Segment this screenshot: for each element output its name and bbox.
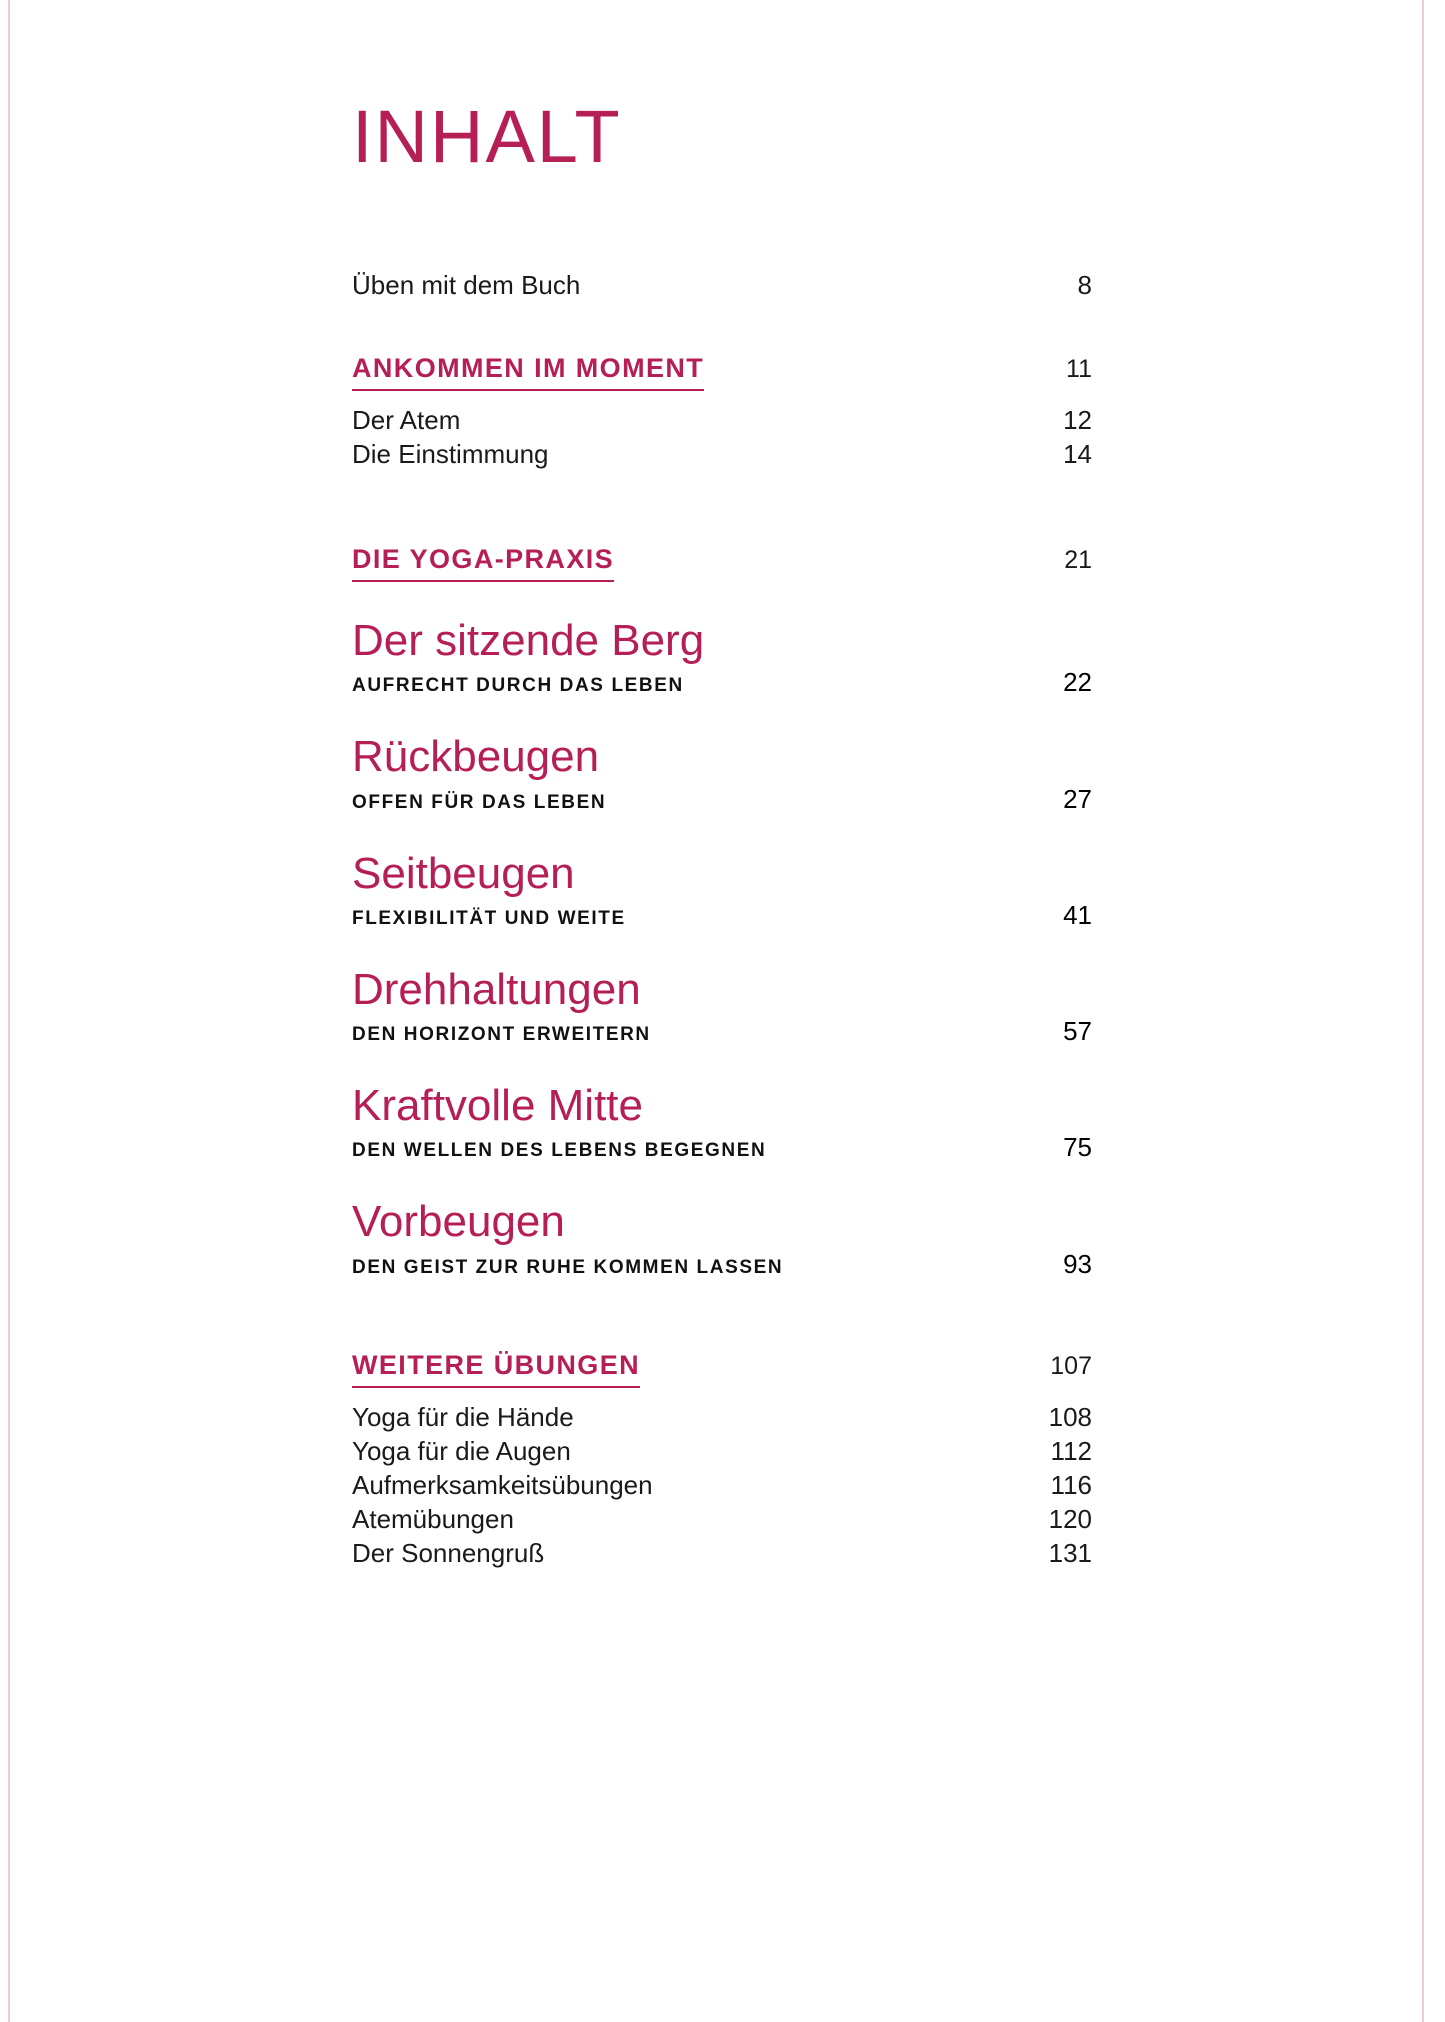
toc-chapter-kraftvolle-mitte[interactable]	[352, 1081, 1092, 1163]
toc-section-ankommen-im-moment	[352, 353, 1092, 470]
chapter-subtitle-row	[352, 1016, 1092, 1047]
list-item[interactable]	[352, 1402, 1092, 1433]
list-item[interactable]	[352, 405, 1092, 436]
toc-section-heading[interactable]	[352, 1350, 1092, 1388]
chapter-subtitle: DEN HORIZONT ERWEITERN	[352, 1024, 651, 1046]
chapter-subtitle: OFFEN FÜR DAS LEBEN	[352, 791, 607, 813]
toc-section-label: DIE YOGA-PRAXIS	[352, 544, 614, 582]
toc-chapter-seitbeugen[interactable]	[352, 849, 1092, 931]
chapter-subtitle: AUFRECHT DURCH DAS LEBEN	[352, 675, 684, 697]
chapter-subtitle-row	[352, 1249, 1092, 1280]
toc-section-items	[352, 405, 1092, 470]
toc-section-die-yoga-praxis	[352, 544, 1092, 1280]
chapter-subtitle: FLEXIBILITÄT UND WEITE	[352, 907, 626, 929]
toc-section-label: ANKOMMEN IM MOMENT	[352, 353, 704, 391]
chapter-page: 57	[1063, 1016, 1092, 1047]
chapter-title: Vorbeugen	[352, 1197, 565, 1247]
toc-item-page: 120	[1048, 1503, 1092, 1534]
chapter-title: Kraftvolle Mitte	[352, 1081, 643, 1131]
toc-chapter-der-sitzende-berg[interactable]	[352, 616, 1092, 698]
chapter-subtitle-row	[352, 784, 1092, 815]
chapter-page: 22	[1063, 667, 1092, 698]
chapter-title: Drehhaltungen	[352, 964, 641, 1014]
chapter-subtitle-row	[352, 1132, 1092, 1163]
list-item[interactable]	[352, 1538, 1092, 1569]
toc-item-page: 112	[1050, 1435, 1092, 1466]
list-item[interactable]	[352, 1436, 1092, 1467]
toc-item-page: 116	[1050, 1469, 1092, 1500]
toc-item-label: Aufmerksamkeitsübungen	[352, 1469, 653, 1500]
toc-section-items	[352, 1402, 1092, 1569]
list-item[interactable]	[352, 439, 1092, 470]
table-of-contents	[352, 270, 1092, 1569]
toc-section-heading[interactable]	[352, 353, 1092, 391]
chapter-subtitle-row	[352, 667, 1092, 698]
toc-item-page: 108	[1048, 1401, 1092, 1432]
toc-item-label: Atemübungen	[352, 1503, 514, 1534]
chapter-page: 27	[1063, 783, 1092, 814]
chapter-title: Seitbeugen	[352, 848, 575, 898]
page-title: INHALT	[352, 95, 622, 178]
toc-item-page: 12	[1063, 405, 1092, 435]
chapter-subtitle-row	[352, 900, 1092, 931]
toc-entry-label: Üben mit dem Buch	[352, 270, 581, 300]
chapter-title: Rückbeugen	[352, 732, 600, 782]
toc-entry-page: 8	[1077, 270, 1092, 300]
toc-item-page: 131	[1048, 1537, 1092, 1568]
toc-section-label: WEITERE ÜBUNGEN	[352, 1350, 640, 1388]
list-item[interactable]	[352, 1470, 1092, 1501]
toc-section-page: 21	[1064, 546, 1092, 574]
toc-item-label: Der Atem	[352, 405, 461, 435]
toc-item-label: Yoga für die Hände	[352, 1401, 574, 1432]
right-edge-rule	[1422, 0, 1424, 2022]
toc-item-label: Die Einstimmung	[352, 439, 549, 469]
list-item[interactable]	[352, 1504, 1092, 1535]
toc-section-page: 107	[1050, 1351, 1092, 1380]
toc-section-weitere-uebungen	[352, 1350, 1092, 1569]
chapter-page: 93	[1063, 1248, 1092, 1279]
toc-section-heading[interactable]	[352, 544, 1092, 582]
toc-item-label: Der Sonnengruß	[352, 1537, 545, 1568]
chapter-title: Der sitzende Berg	[352, 616, 705, 665]
toc-entry-intro[interactable]	[352, 270, 1092, 301]
chapter-page: 75	[1063, 1132, 1092, 1163]
chapter-subtitle: DEN WELLEN DES LEBENS BEGEGNEN	[352, 1140, 767, 1162]
chapter-page: 41	[1063, 899, 1092, 930]
chapter-subtitle: DEN GEIST ZUR RUHE KOMMEN LASSEN	[352, 1256, 784, 1278]
toc-section-page: 11	[1066, 355, 1092, 383]
toc-item-page: 14	[1063, 439, 1092, 469]
toc-content	[352, 0, 1092, 1569]
toc-chapter-rueckbeugen[interactable]	[352, 732, 1092, 814]
toc-chapter-vorbeugen[interactable]	[352, 1197, 1092, 1279]
toc-item-label: Yoga für die Augen	[352, 1435, 571, 1466]
toc-chapter-drehhaltungen[interactable]	[352, 965, 1092, 1047]
left-edge-rule	[8, 0, 10, 2022]
